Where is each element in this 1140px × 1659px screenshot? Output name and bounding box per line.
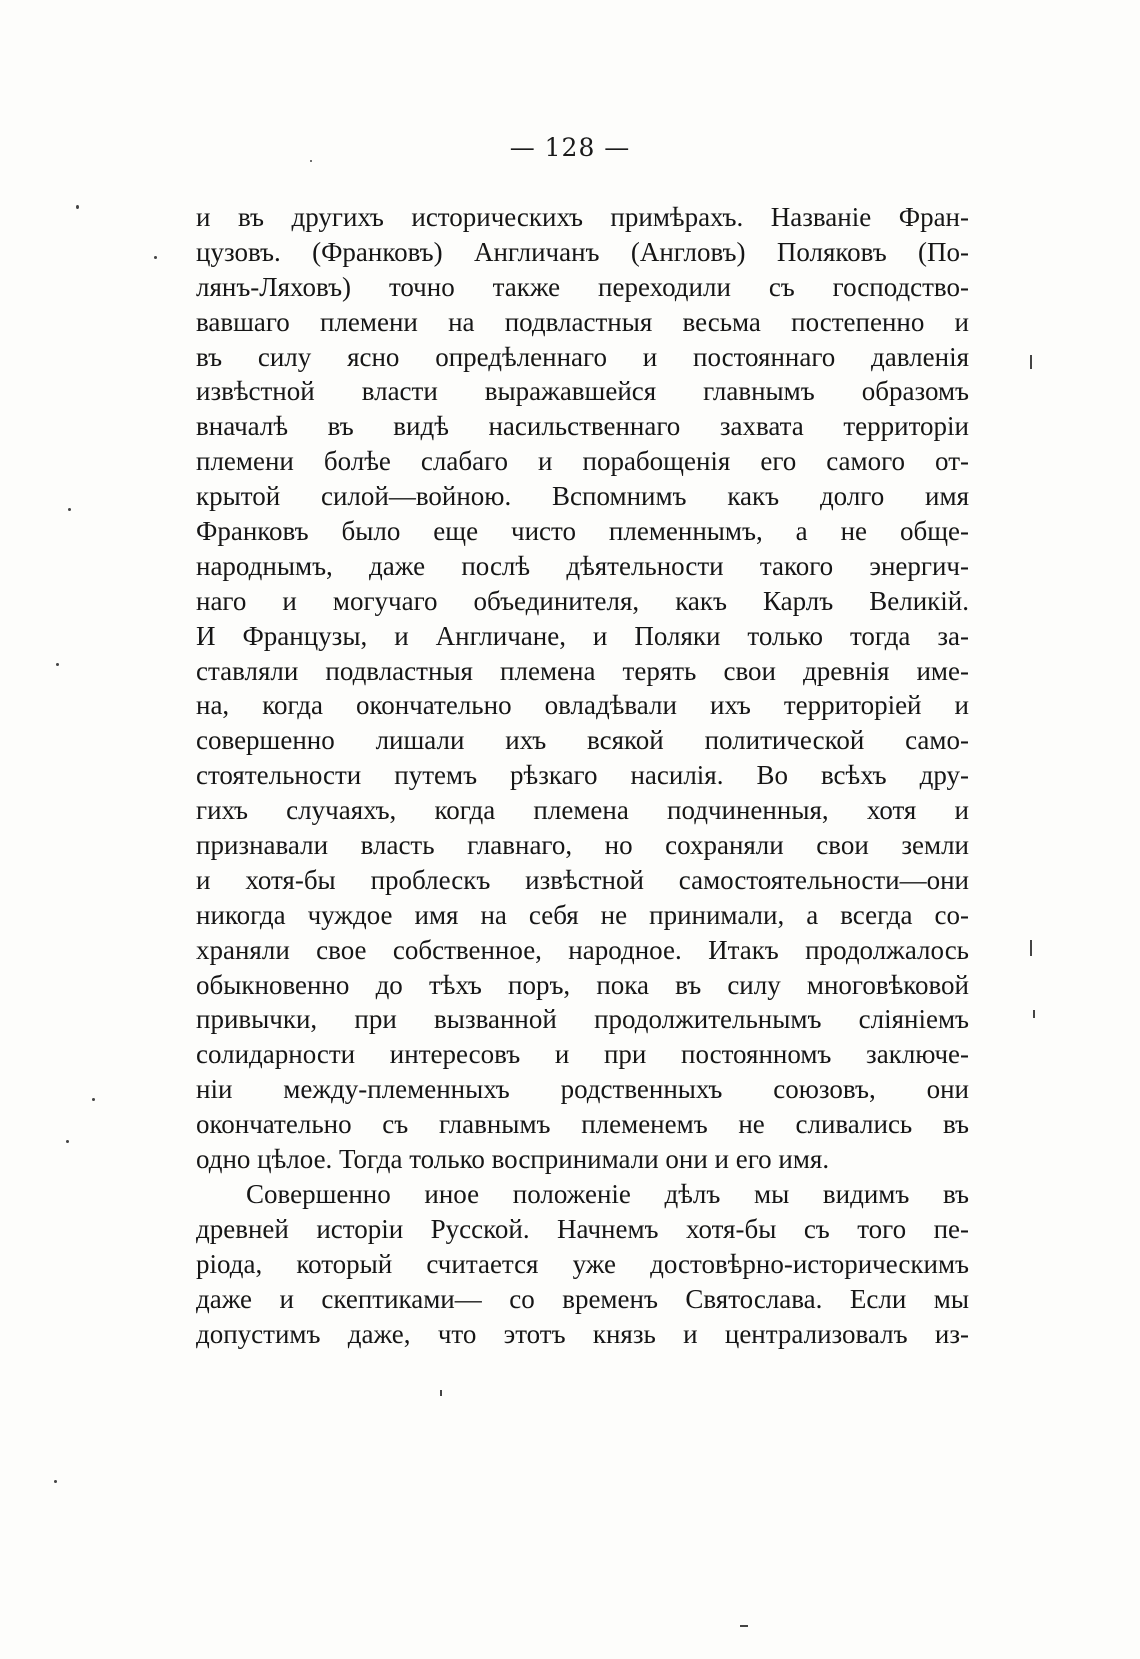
- page-number: — 128 —: [509, 133, 631, 162]
- text-line: цузовъ. (Франковъ) Англичанъ (Англовъ) Поляковъ (По-: [196, 236, 969, 267]
- text-line: вавшаго племени на подвластныя весьма постепенно и: [196, 306, 969, 337]
- scan-speck: [1030, 940, 1032, 956]
- text-line: крытой силой—войною. Вспомнимъ какъ долго имя: [196, 481, 969, 512]
- text-line: допустимъ даже, что этотъ князь и централизовалъ из-: [196, 1318, 969, 1349]
- text-line: признавали власть главнаго, но сохраняли свои земли: [196, 830, 969, 861]
- text-line: храняли свое собственное, народное. Итакъ продолжалось: [196, 934, 969, 965]
- text-line: окончательно съ главнымъ племенемъ не сливались въ: [196, 1109, 969, 1140]
- text-line: племени болѣе слабаго и порабощенiя его самого от-: [196, 446, 969, 477]
- text-line: обыкновенно до тѣхъ поръ, пока въ силу многовѣковой: [196, 969, 969, 1000]
- text-line: солидарности интересовъ и при постоянномъ заключе-: [196, 1039, 969, 1070]
- text-line: древней исторiи Русской. Начнемъ хотя-бы съ того пе-: [196, 1213, 969, 1244]
- text-line: стоятельности путемъ рѣзкаго насилiя. Во всѣхъ дру-: [196, 760, 969, 791]
- text-line: привычки, при вызванной продолжительнымъ слiянiемъ: [196, 1004, 969, 1035]
- text-line: на, когда окончательно овладѣвали ихъ территорiей и: [196, 690, 969, 721]
- text-line: гихъ случаяхъ, когда племена подчиненныя, хотя и: [196, 795, 969, 826]
- text-line: народнымъ, даже послѣ дѣятельности такого энергич-: [196, 550, 969, 581]
- body-text: [196, 200, 969, 1351]
- scan-speck: [1030, 355, 1032, 369]
- text-line: рiода, который считается уже достовѣрно-историческимъ: [196, 1248, 969, 1279]
- paragraph-1: [196, 200, 969, 1177]
- scan-speck: [154, 256, 157, 259]
- paragraph-2: [196, 1177, 969, 1351]
- scan-speck: [1033, 1010, 1035, 1018]
- scan-speck: [76, 205, 79, 209]
- text-line: Франковъ было еще чисто племеннымъ, а не обще-: [196, 516, 969, 547]
- text-line: вначалѣ въ видѣ насильственнаго захвата территорiи: [196, 411, 969, 442]
- text-line: наго и могучаго объединителя, какъ Карлъ Великiй.: [196, 585, 969, 616]
- scan-speck: [68, 508, 71, 511]
- text-line: никогда чуждое имя на себя не принимали, а всегда со-: [196, 899, 969, 930]
- text-line: одно цѣлое. Тогда только воспринимали они и его имя.: [196, 1144, 830, 1175]
- text-line: И Французы, и Англичане, и Поляки только тогда за-: [196, 620, 969, 651]
- scan-speck: [740, 1625, 748, 1627]
- text-line: нiи между-племенныхъ родственныхъ союзовъ, они: [196, 1074, 969, 1105]
- text-line: Совершенно иное положенiе дѣлъ мы видимъ въ: [246, 1178, 969, 1209]
- scan-speck: [92, 1098, 95, 1101]
- scan-speck: [440, 1390, 442, 1396]
- text-line: лянъ-Ляховъ) точно также переходили съ господство-: [196, 271, 969, 302]
- scan-speck: [56, 663, 59, 666]
- text-line: и въ другихъ историческихъ примѣрахъ. Названiе Фран-: [196, 202, 969, 232]
- scan-speck: [66, 1140, 69, 1143]
- text-line: и хотя-бы проблескъ извѣстной самостоятельности—они: [196, 864, 969, 895]
- text-line: даже и скептиками— со временъ Святослава. Если мы: [196, 1283, 969, 1314]
- text-line: извѣстной власти выражавшейся главнымъ образомъ: [196, 376, 969, 407]
- scan-speck: [54, 1480, 57, 1483]
- text-line: ставляли подвластныя племена терять свои древнiя име-: [196, 655, 969, 686]
- text-line: въ силу ясно опредѣленнаго и постояннаго давленiя: [196, 341, 969, 372]
- text-line: совершенно лишали ихъ всякой политической само-: [196, 725, 969, 756]
